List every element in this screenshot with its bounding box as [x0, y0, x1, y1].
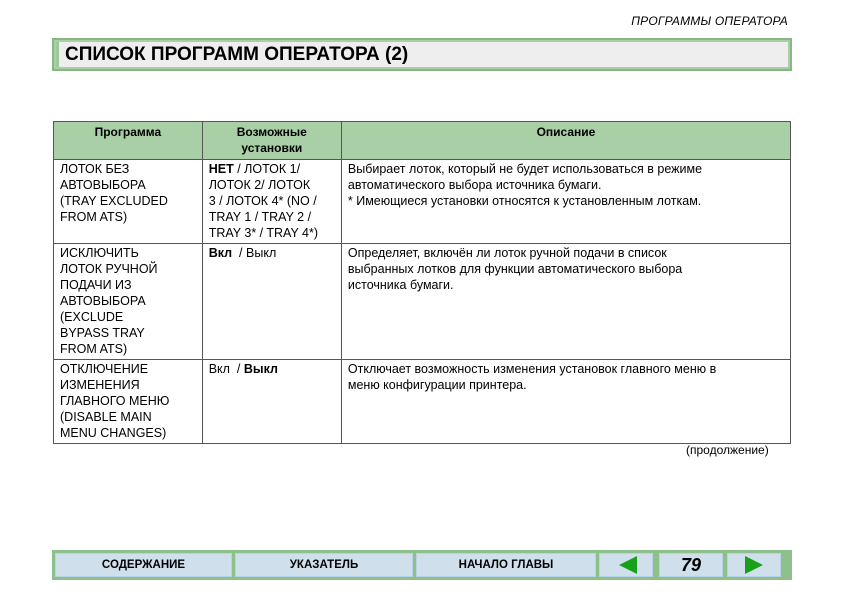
prev-page-button[interactable]	[599, 553, 653, 577]
next-page-button[interactable]	[727, 553, 781, 577]
continued-note: (продолжение)	[686, 443, 769, 457]
settings-separator: /	[232, 246, 247, 260]
program-cell	[54, 244, 203, 360]
settings-options: / ЛОТОК 1/ ЛОТОК 2/ ЛОТОК 3 / ЛОТОК 4* (NO / TRAY 1 / TRAY 2 / TRAY 3* / TRAY 4*)	[208, 162, 319, 240]
header-description: Описание	[341, 122, 790, 160]
settings-off: Выкл	[246, 246, 277, 260]
table-row	[54, 360, 791, 444]
settings-separator: /	[229, 362, 244, 376]
settings-cell	[202, 360, 341, 444]
header-settings: Возможные установки	[202, 122, 341, 160]
table-row	[54, 244, 791, 360]
program-cell	[54, 160, 203, 244]
table-header-row	[54, 122, 791, 160]
program-name: ЛОТОК БЕЗ АВТОВЫБОРА (TRAY EXCLUDED FROM ATS)	[60, 162, 168, 224]
page-number: 79	[659, 553, 723, 577]
program-name: ИСКЛЮЧИТЬ ЛОТОК РУЧНОЙ ПОДАЧИ ИЗ АВТОВЫБОРА (EXCLUDE BYPASS TRAY FROM ATS)	[60, 246, 158, 356]
header-program: Программа	[54, 122, 203, 160]
description-cell	[341, 244, 790, 360]
table-row	[54, 160, 791, 244]
settings-off: Выкл	[243, 362, 278, 376]
programs-table	[53, 121, 791, 444]
description-cell	[341, 160, 790, 244]
navigation-bar	[52, 550, 792, 580]
manual-page	[26, 0, 816, 595]
description-text: Определяет, включён ли лоток ручной подачи в список выбранных лотков для функции автоматического выбора источника бумаги.	[347, 246, 683, 292]
description-text: Отключает возможность изменения установок главного меню в меню конфигурации принтера.	[347, 362, 717, 392]
program-name: ОТКЛЮЧЕНИЕ ИЗМЕНЕНИЯ ГЛАВНОГО МЕНЮ (DISABLE MAIN MENU CHANGES)	[60, 362, 170, 440]
settings-cell	[202, 244, 341, 360]
title-bar	[52, 38, 792, 71]
contents-button[interactable]: СОДЕРЖАНИЕ	[55, 553, 232, 577]
arrow-right-icon	[745, 556, 763, 574]
description-cell	[341, 360, 790, 444]
page-title: СПИСОК ПРОГРАММ ОПЕРАТОРА (2)	[56, 42, 788, 67]
chapter-start-button[interactable]: НАЧАЛО ГЛАВЫ	[416, 553, 596, 577]
index-button[interactable]: УКАЗАТЕЛЬ	[235, 553, 413, 577]
settings-on: Вкл	[208, 362, 230, 376]
description-text: Выбирает лоток, который не будет использоваться в режиме автоматического выбора источника бумаги. * Имеющиеся установки относятся к установленным лоткам.	[347, 162, 703, 208]
arrow-left-icon	[619, 556, 637, 574]
settings-on: Вкл	[208, 246, 233, 260]
settings-cell	[202, 160, 341, 244]
section-label: ПРОГРАММЫ ОПЕРАТОРА	[631, 14, 788, 28]
settings-default: НЕТ	[208, 162, 234, 176]
program-cell	[54, 360, 203, 444]
